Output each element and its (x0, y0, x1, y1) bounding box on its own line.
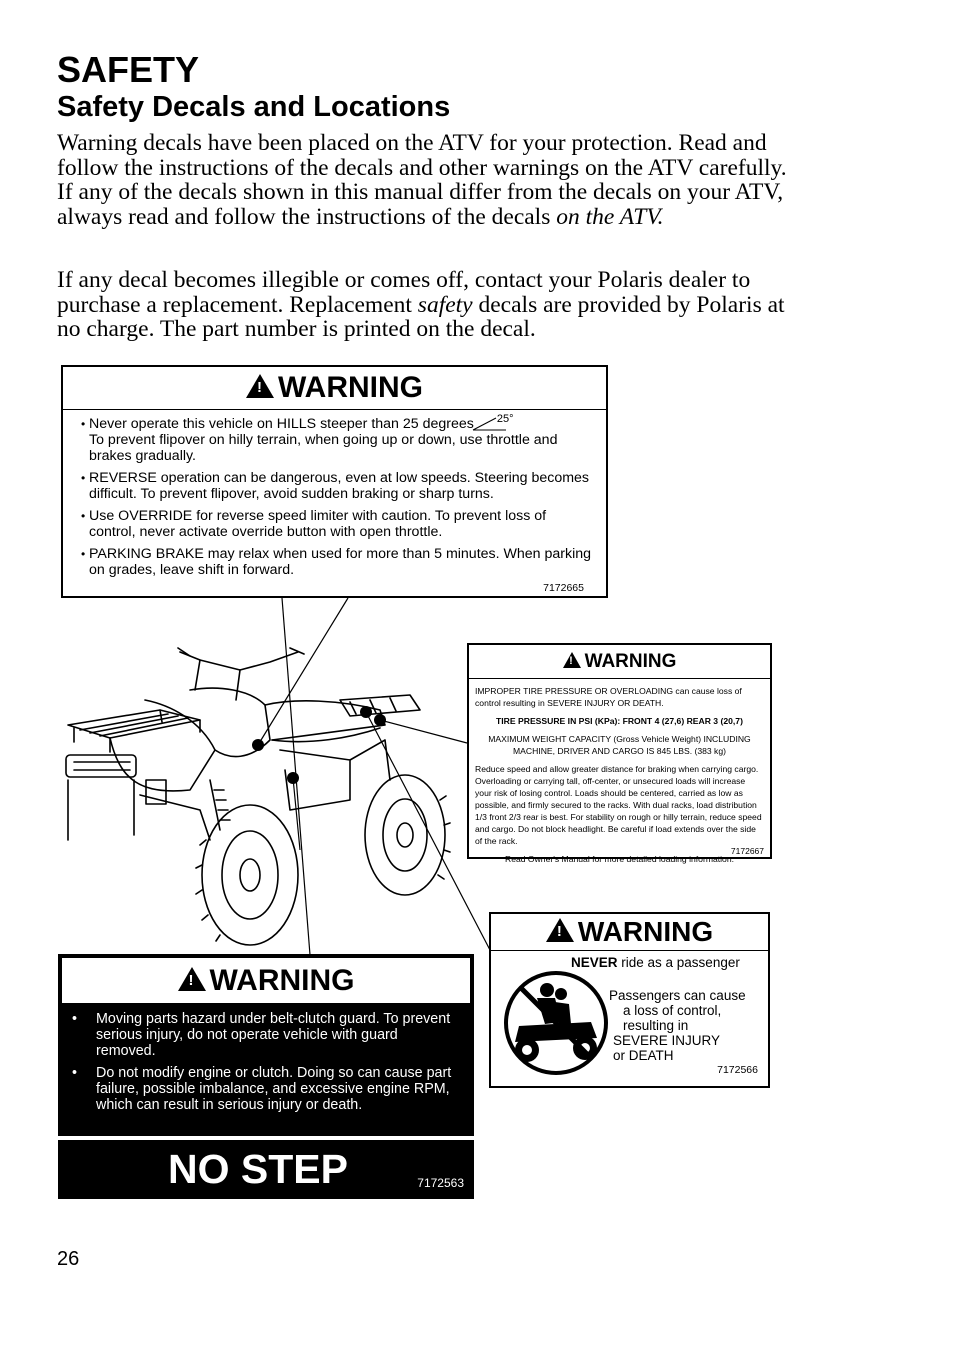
decal-hills-item: • PARKING BRAKE may relax when used for more than 5 minutes. When parking on grades, leave shift in forward. (79, 546, 596, 578)
decal-clutch-item: • Moving parts hazard under belt-clutch guard. To prevent serious injury, do not operate vehicle with guard removed. (68, 1011, 460, 1059)
replacement-paragraph-text-b: decals are provided by Polaris at no charge. The part number is printed on the decal. (57, 291, 785, 342)
decal-tire-header-label: WARNING (584, 650, 677, 672)
decal-passenger-warning (489, 912, 770, 1088)
replacement-paragraph-text-a: If any decal becomes illegible or comes off, contact your Polaris dealer to purchase a replacement. Replacement (57, 267, 751, 318)
decal-tire-warning (467, 643, 772, 864)
section-title: SAFETY (57, 49, 200, 90)
decal-hills-list (63, 410, 606, 578)
decal-tire-text: Reduce speed and allow greater distance for braking when carrying cargo. Overloading or carrying tall, off-center, or unsecured loads will increase your risk of losing control. Loads should be centered, carried as low as possible, and firmly secured to the racks. With dual racks, load distribution 1/3 front 2/3 rear is best. For stability on rough or hilly terrain, reduce speed and cargo. Do not block headlight. Be careful if load extends over the side of the rack. (475, 764, 762, 846)
decal-clutch-header (62, 958, 470, 1003)
decal-tire-body (469, 679, 770, 865)
warning-triangle-icon (246, 374, 274, 398)
decal-hills-item-text: To prevent flipover on hilly terrain, when going up or down, use throttle and brakes gradually. (89, 432, 558, 464)
intro-paragraph (57, 131, 787, 229)
decal-tire-part-number: 7172667 (730, 846, 764, 856)
decal-hills-part-number: 7172665 (543, 582, 584, 594)
decal-hills-header (63, 367, 606, 410)
decal-tire-pressure: TIRE PRESSURE IN PSI (KPa): FRONT 4 (27,6) REAR 3 (20,7) (496, 716, 743, 726)
decal-clutch-header-label: WARNING (209, 963, 355, 997)
decal-hills-warning (61, 365, 608, 598)
decal-passenger-message-line: SEVERE INJURY (613, 1033, 721, 1048)
decal-passenger-message-line: a loss of control, (623, 1003, 722, 1018)
decal-passenger-message-line: Passengers can cause (609, 988, 746, 1003)
decal-nostep-part-number: 7172563 (417, 1176, 464, 1190)
decal-passenger-never-rest: ride as a passenger (617, 955, 740, 970)
decal-hills-item-text: Never operate this vehicle on HILLS steeper than 25 degrees (89, 416, 474, 432)
decal-passenger-never-bold: NEVER (571, 955, 618, 970)
decal-passenger-message-line: resulting in (623, 1018, 689, 1033)
decal-clutch-warning (58, 954, 474, 1136)
intro-paragraph-text: Warning decals have been placed on the ATV for your protection. Read and follow the instructions of the decals and other warnings on the ATV carefully. If any of the decals shown in this manual differ from the decals on your ATV, always read and follow the instructions of the decals (57, 130, 787, 230)
subsection-title: Safety Decals and Locations (57, 91, 451, 123)
decal-tire-intro: IMPROPER TIRE PRESSURE OR OVERLOADING can cause loss of control resulting in SEVERE INJURY OR DEATH. (475, 686, 742, 708)
decal-clutch-list (60, 1003, 472, 1113)
decal-hills-item: • REVERSE operation can be dangerous, even at low speeds. Steering becomes difficult. To prevent flipover, avoid sudden braking or sharp turns. (79, 470, 596, 502)
replacement-paragraph (57, 268, 787, 342)
slope-angle-icon (480, 413, 516, 431)
decal-hills-header-label: WARNING (278, 371, 423, 404)
slope-angle-label: 25° (496, 413, 514, 426)
decal-passenger-message-line: or DEATH (613, 1048, 674, 1063)
decal-passenger-part-number: 7172566 (717, 1064, 758, 1076)
warning-triangle-icon (178, 967, 206, 991)
decal-hills-item: • Use OVERRIDE for reverse speed limiter with caution. To prevent loss of control, never activate override button with open throttle. (79, 508, 596, 540)
nostep-label: NO STEP (168, 1146, 348, 1192)
decal-tire-max-weight: MAXIMUM WEIGHT CAPACITY (Gross Vehicle Weight) INCLUDING MACHINE, DRIVER AND CARGO IS 845 LBS. (383 kg) (488, 734, 751, 756)
decal-passenger-header (491, 914, 768, 951)
warning-triangle-icon (563, 652, 581, 668)
no-passenger-icon (501, 968, 611, 1078)
replacement-paragraph-italic: safety (417, 291, 473, 318)
decal-tire-header (469, 645, 770, 679)
decal-tire-footer: Read Owner's Manual for more detailed loading information. (504, 854, 735, 864)
decal-passenger-header-label: WARNING (577, 916, 714, 947)
atv-illustration (50, 630, 490, 950)
decal-clutch-item: • Do not modify engine or clutch. Doing so can cause part failure, possible imbalance, and excessive engine RPM, which can result in serious injury or death. (68, 1065, 460, 1113)
decal-passenger-message (609, 988, 769, 1063)
decal-hills-item (79, 413, 596, 464)
intro-paragraph-italic: on the ATV. (556, 203, 664, 230)
decal-nostep (58, 1140, 474, 1199)
warning-triangle-icon (546, 918, 574, 942)
page-number: 26 (57, 1248, 80, 1270)
